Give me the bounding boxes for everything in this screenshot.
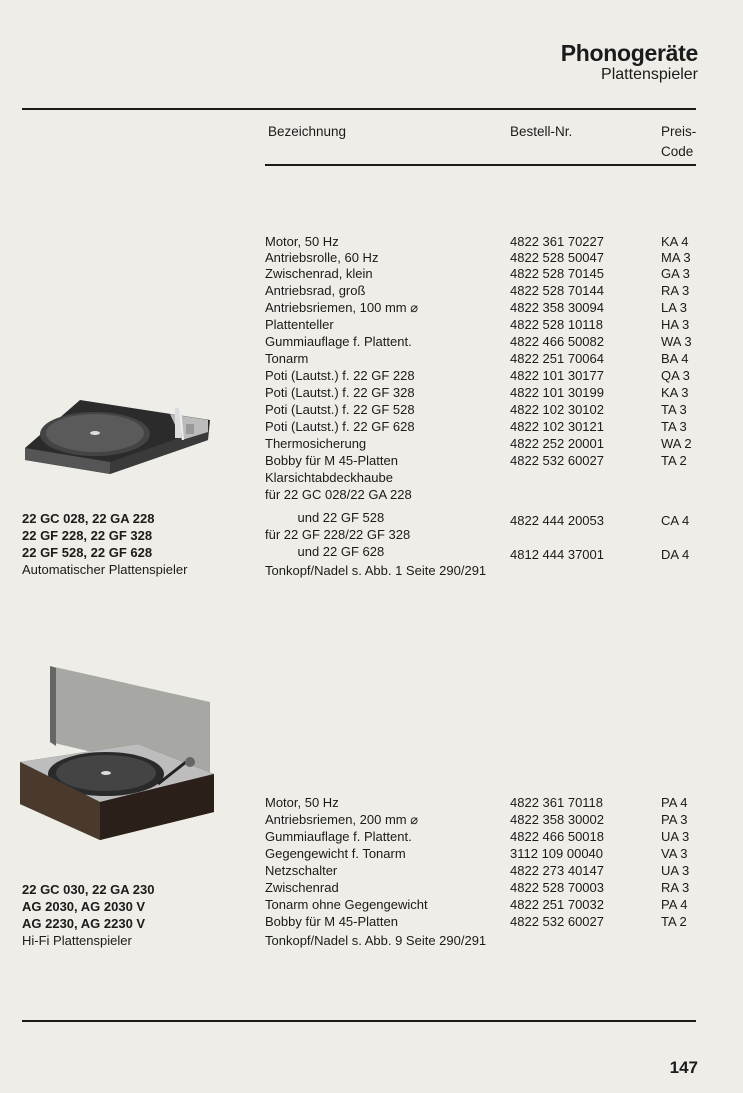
- part-name: Gummiauflage f. Plattent.: [265, 334, 412, 349]
- part-price-code: RA 3: [661, 880, 690, 895]
- part-order-number: 4822 466 50082: [510, 334, 604, 349]
- part-order-number: 4822 528 50047: [510, 250, 604, 265]
- header-rule: [265, 164, 696, 166]
- part-order-number: 4822 444 20053: [510, 513, 604, 528]
- part-order-number: 4822 528 70144: [510, 283, 604, 298]
- part-price-code: WA 2: [661, 436, 692, 451]
- page-title: Phonogeräte: [560, 40, 698, 66]
- part-name: Antriebsrad, groß: [265, 283, 366, 298]
- part-price-code: TA 2: [661, 914, 687, 929]
- part-name: Plattenteller: [265, 317, 334, 332]
- part-price-code: RA 3: [661, 283, 690, 298]
- bottom-rule: [22, 1020, 696, 1022]
- part-name: Antriebsriemen, 200 mm ⌀: [265, 812, 419, 827]
- model-description: Automatischer Plattenspieler: [22, 562, 188, 577]
- part-price-code: TA 3: [661, 402, 687, 417]
- part-order-number: 4822 532 60027: [510, 914, 604, 929]
- part-order-number: 4822 252 20001: [510, 436, 604, 451]
- part-price-code: HA 3: [661, 317, 690, 332]
- part-order-number: 4822 101 30199: [510, 385, 604, 400]
- part-order-number: 4822 102 30102: [510, 402, 604, 417]
- turntable-image: [20, 378, 215, 478]
- part-order-number: 4822 532 60027: [510, 453, 604, 468]
- part-name: Poti (Lautst.) f. 22 GF 628: [265, 419, 415, 434]
- part-price-code: CA 4: [661, 513, 690, 528]
- part-order-number: 4822 361 70227: [510, 234, 604, 249]
- model-label: AG 2230, AG 2230 V: [22, 916, 146, 931]
- part-price-code: GA 3: [661, 266, 690, 281]
- part-price-code: KA 4: [661, 234, 689, 249]
- column-header-designation: Bezeichnung: [268, 124, 347, 139]
- part-order-number: 4812 444 37001: [510, 547, 604, 562]
- part-name: Gummiauflage f. Plattent.: [265, 829, 412, 844]
- part-name: Antriebsrolle, 60 Hz: [265, 250, 379, 265]
- part-order-number: 4822 358 30094: [510, 300, 604, 315]
- part-price-code: TA 3: [661, 419, 687, 434]
- page-subtitle: Plattenspieler: [601, 66, 698, 83]
- model-label: AG 2030, AG 2030 V: [22, 899, 146, 914]
- part-price-code: PA 3: [661, 812, 688, 827]
- part-price-code: UA 3: [661, 863, 690, 878]
- part-name: Bobby für M 45-Platten: [265, 453, 398, 468]
- part-name: Poti (Lautst.) f. 22 GF 228: [265, 368, 415, 383]
- model-label: 22 GF 528, 22 GF 628: [22, 545, 153, 560]
- part-order-number: 4822 361 70118: [510, 795, 604, 810]
- part-price-code: PA 4: [661, 795, 688, 810]
- hifi-turntable-image: [18, 662, 218, 842]
- part-name: Poti (Lautst.) f. 22 GF 328: [265, 385, 415, 400]
- part-order-number: 4822 528 70003: [510, 880, 604, 895]
- part-price-code: WA 3: [661, 334, 692, 349]
- part-name: für 22 GC 028/22 GA 228: [265, 487, 412, 502]
- column-header-order-number: Bestell-Nr.: [510, 124, 573, 139]
- part-note: Tonkopf/Nadel s. Abb. 1 Seite 290/291: [265, 563, 487, 578]
- part-name: Zwischenrad, klein: [265, 266, 373, 281]
- price-code-line-1: Preis-: [661, 124, 697, 139]
- part-name: Poti (Lautst.) f. 22 GF 528: [265, 402, 415, 417]
- part-price-code: LA 3: [661, 300, 688, 315]
- part-name: Thermosicherung: [265, 436, 367, 451]
- part-price-code: TA 2: [661, 453, 687, 468]
- part-price-code: MA 3: [661, 250, 691, 265]
- part-order-number: 4822 251 70032: [510, 897, 604, 912]
- part-order-number: 4822 466 50018: [510, 829, 604, 844]
- part-price-code: UA 3: [661, 829, 690, 844]
- part-order-number: 4822 358 30002: [510, 812, 604, 827]
- part-name: Bobby für M 45-Platten: [265, 914, 398, 929]
- part-name: Tonarm: [265, 351, 309, 366]
- model-label: 22 GC 030, 22 GA 230: [22, 882, 155, 897]
- part-name: Zwischenrad: [265, 880, 339, 895]
- model-label: 22 GC 028, 22 GA 228: [22, 511, 155, 526]
- part-price-code: QA 3: [661, 368, 690, 383]
- part-name: und 22 GF 528: [265, 510, 385, 525]
- part-price-code: DA 4: [661, 547, 690, 562]
- part-name: Gegengewicht f. Tonarm: [265, 846, 406, 861]
- part-name: Motor, 50 Hz: [265, 234, 339, 249]
- top-rule: [22, 108, 696, 110]
- price-code-line-2: Code: [661, 144, 694, 159]
- part-order-number: 4822 528 70145: [510, 266, 604, 281]
- part-note: Tonkopf/Nadel s. Abb. 9 Seite 290/291: [265, 933, 487, 948]
- part-order-number: 4822 102 30121: [510, 419, 604, 434]
- part-name: Antriebsriemen, 100 mm ⌀: [265, 300, 419, 315]
- part-name: für 22 GF 228/22 GF 328: [265, 527, 411, 542]
- part-order-number: 3112 109 00040: [510, 846, 604, 861]
- part-name: Netzschalter: [265, 863, 338, 878]
- model-label: 22 GF 228, 22 GF 328: [22, 528, 153, 543]
- column-header-price-code: [661, 122, 696, 162]
- part-price-code: PA 4: [661, 897, 688, 912]
- part-order-number: 4822 528 10118: [510, 317, 604, 332]
- part-price-code: VA 3: [661, 846, 688, 861]
- part-name: und 22 GF 628: [265, 544, 385, 559]
- part-name: Tonarm ohne Gegengewicht: [265, 897, 428, 912]
- part-order-number: 4822 251 70064: [510, 351, 604, 366]
- part-price-code: KA 3: [661, 385, 689, 400]
- part-order-number: 4822 101 30177: [510, 368, 604, 383]
- part-price-code: BA 4: [661, 351, 689, 366]
- part-name: Motor, 50 Hz: [265, 795, 339, 810]
- model-description: Hi-Fi Plattenspieler: [22, 933, 132, 948]
- page-number: 147: [669, 1058, 698, 1077]
- part-name: Klarsichtabdeckhaube: [265, 470, 393, 485]
- part-order-number: 4822 273 40147: [510, 863, 604, 878]
